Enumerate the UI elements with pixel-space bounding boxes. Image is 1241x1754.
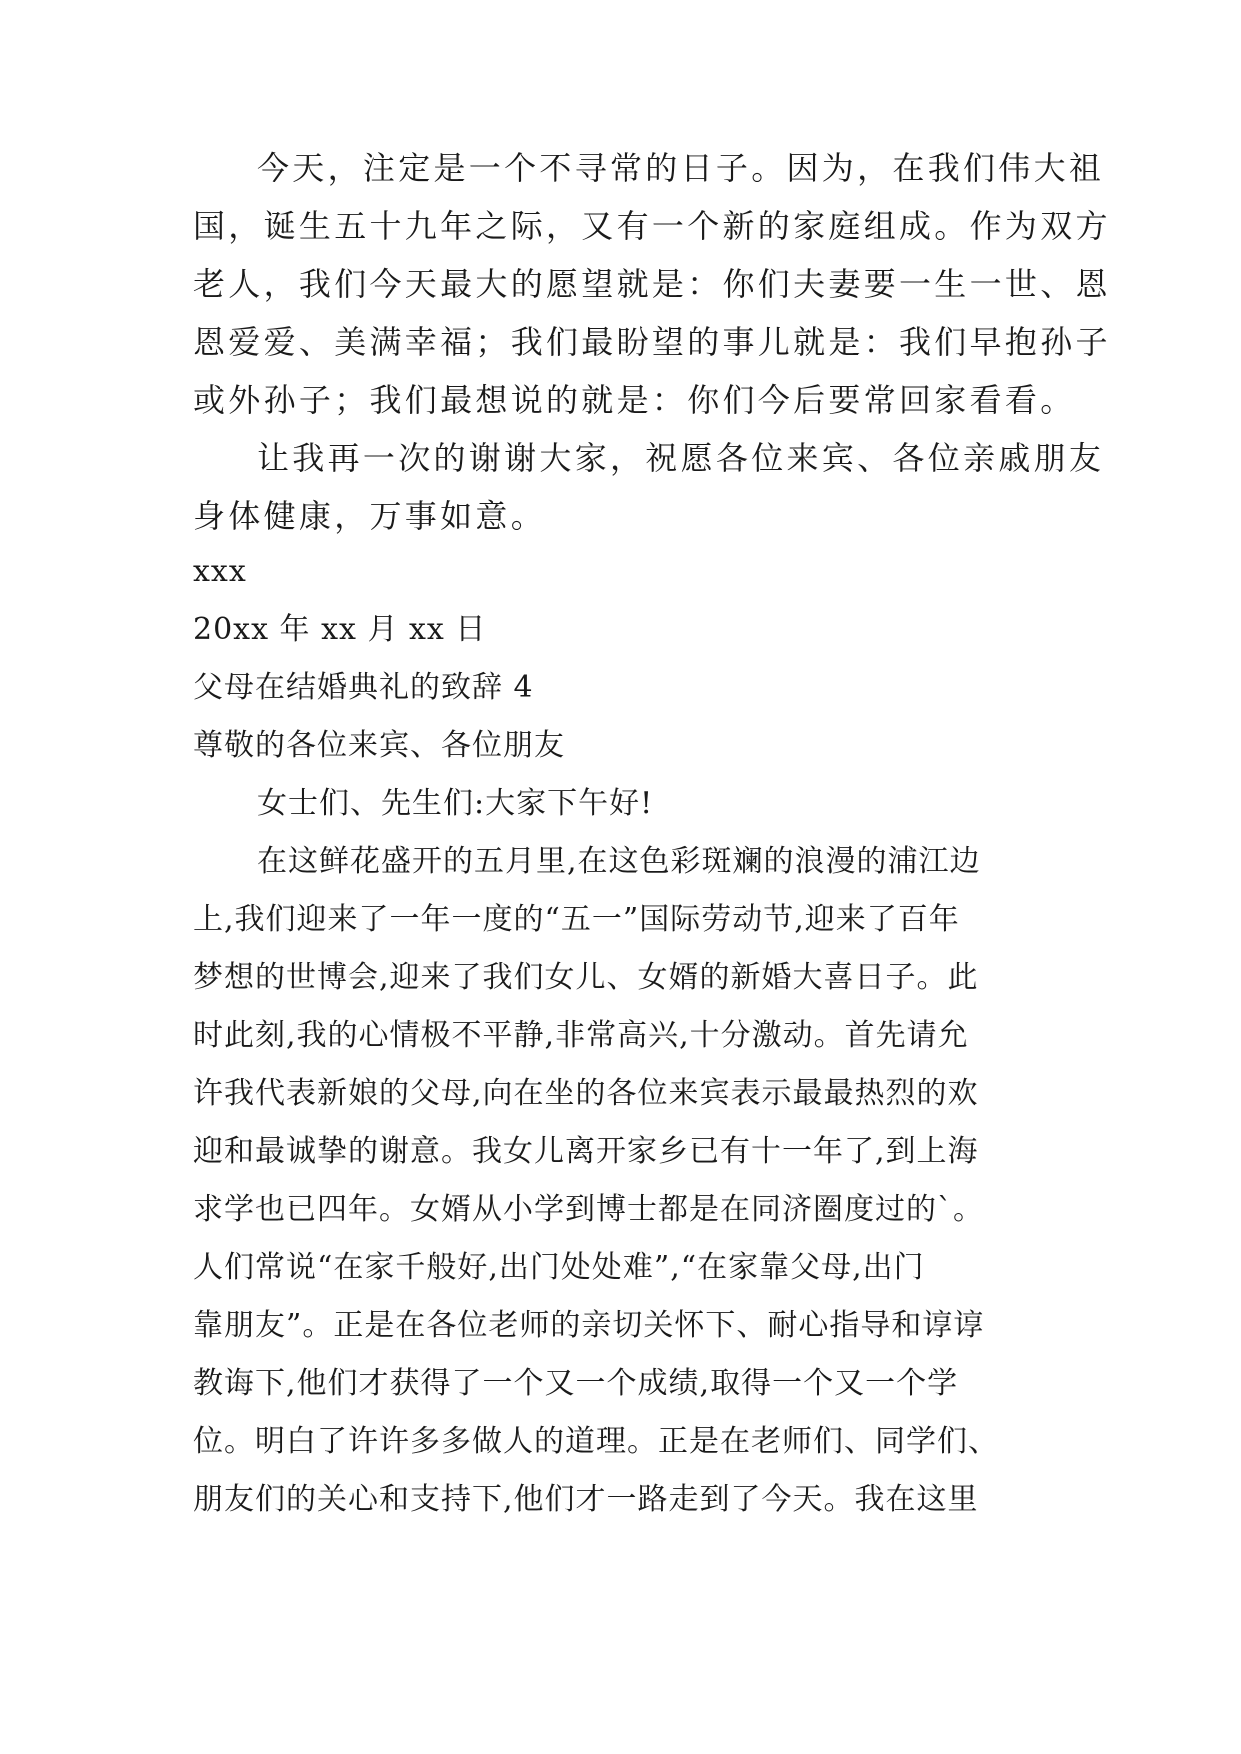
- text-line: 让我再一次的谢谢大家，祝愿各位来宾、各位亲戚朋友: [257, 439, 1105, 477]
- text-line: 或外孙子；我们最想说的就是：你们今后要常回家看看。: [193, 381, 1076, 419]
- text-line: 人们常说“在家千般好,出门处处难”,“在家靠父母,出门: [193, 1250, 925, 1285]
- section-title: 父母在结婚典礼的致辞 4: [193, 670, 534, 705]
- text-line: 老人，我们今天最大的愿望就是：你们夫妻要一生一世、恩: [193, 265, 1111, 303]
- text-line: 靠朋友”。正是在各位老师的亲切关怀下、耐心指导和谆谆: [193, 1308, 985, 1343]
- signature-name: xxx: [193, 554, 247, 589]
- text-line: 迎和最诚挚的谢意。我女儿离开家乡已有十一年了,到上海: [193, 1134, 979, 1169]
- text-line: 求学也已四年。女婿从小学到博士都是在同济圈度过的`。: [193, 1192, 984, 1227]
- text-line: 时此刻,我的心情极不平静,非常高兴,十分激动。首先请允: [193, 1018, 969, 1053]
- signature-date: 20xx 年 xx 月 xx 日: [193, 612, 487, 647]
- text-line: 朋友们的关心和支持下,他们才一路走到了今天。我在这里: [193, 1482, 979, 1517]
- salutation: 尊敬的各位来宾、各位朋友: [193, 728, 565, 763]
- text-line: 梦想的世博会,迎来了我们女儿、女婿的新婚大喜日子。此: [193, 960, 979, 995]
- text-line: 恩爱爱、美满幸福；我们最盼望的事儿就是：我们早抱孙子: [193, 323, 1111, 361]
- text-line: 上,我们迎来了一年一度的“五一”国际劳动节,迎来了百年: [193, 902, 960, 937]
- text-line: 许我代表新娘的父母,向在坐的各位来宾表示最最热烈的欢: [193, 1076, 979, 1111]
- text-line: 今天，注定是一个不寻常的日子。因为，在我们伟大祖: [257, 149, 1105, 187]
- greeting: 女士们、先生们:大家下午好!: [257, 786, 654, 821]
- text-line: 教诲下,他们才获得了一个又一个成绩,取得一个又一个学: [193, 1366, 959, 1401]
- text-line: 身体健康，万事如意。: [193, 497, 547, 535]
- text-line: 国，诞生五十九年之际，又有一个新的家庭组成。作为双方: [193, 207, 1111, 245]
- text-line: 在这鲜花盛开的五月里,在这色彩斑斓的浪漫的浦江边: [257, 844, 981, 879]
- text-line: 位。明白了许许多多做人的道理。正是在老师们、同学们、: [193, 1424, 999, 1459]
